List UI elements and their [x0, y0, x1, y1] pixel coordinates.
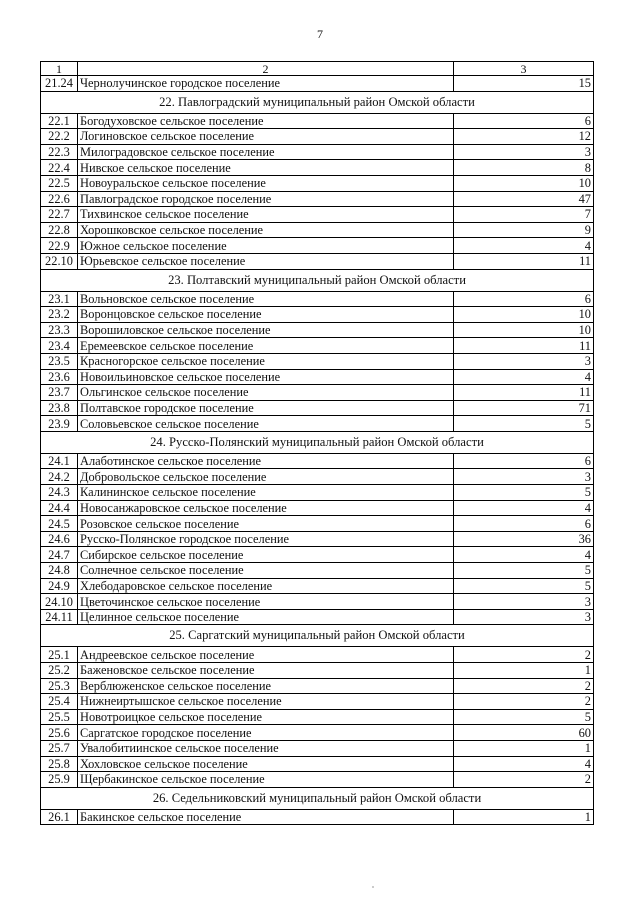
district-heading-row — [41, 625, 594, 647]
table-row — [41, 663, 594, 679]
settlement-name: Целинное сельское поселение — [78, 609, 454, 625]
row-number: 24.2 — [41, 469, 78, 485]
row-number: 23.5 — [41, 353, 78, 369]
table-row — [41, 756, 594, 772]
settlement-name: Хлебодаровское сельское поселение — [78, 578, 454, 594]
settlement-name: Ольгинское сельское поселение — [78, 385, 454, 401]
row-number: 25.2 — [41, 663, 78, 679]
table-row — [41, 531, 594, 547]
row-number: 22.5 — [41, 175, 78, 191]
row-number: 22.1 — [41, 113, 78, 129]
row-number: 25.8 — [41, 756, 78, 772]
settlement-name: Чернолучинское городское поселение — [78, 76, 454, 92]
table-row — [41, 129, 594, 145]
settlement-name: Сибирское сельское поселение — [78, 547, 454, 563]
row-value: 10 — [454, 322, 594, 338]
row-number: 22.8 — [41, 222, 78, 238]
row-number: 24.11 — [41, 609, 78, 625]
table-row — [41, 222, 594, 238]
table-row — [41, 547, 594, 563]
row-number: 23.9 — [41, 416, 78, 432]
table-row — [41, 485, 594, 501]
table-row — [41, 678, 594, 694]
table-row — [41, 500, 594, 516]
page-number: 7 — [317, 27, 323, 41]
row-value: 4 — [454, 369, 594, 385]
row-value: 3 — [454, 609, 594, 625]
row-value: 36 — [454, 531, 594, 547]
row-number: 23.3 — [41, 322, 78, 338]
table-row — [41, 385, 594, 401]
row-number: 24.8 — [41, 563, 78, 579]
settlement-name: Новоуральское сельское поселение — [78, 175, 454, 191]
row-number: 24.5 — [41, 516, 78, 532]
settlement-name: Калининское сельское поселение — [78, 485, 454, 501]
row-value: 5 — [454, 578, 594, 594]
header-col-2: 2 — [78, 62, 454, 76]
settlement-name: Тихвинское сельское поселение — [78, 207, 454, 223]
settlement-name: Саргатское городское поселение — [78, 725, 454, 741]
settlement-name: Воронцовское сельское поселение — [78, 307, 454, 323]
district-title: 24. Русско-Полянский муниципальный район Омской области — [41, 431, 594, 453]
settlement-name: Добровольское сельское поселение — [78, 469, 454, 485]
settlements-table — [40, 61, 594, 825]
row-value: 8 — [454, 160, 594, 176]
row-number: 24.10 — [41, 594, 78, 610]
settlement-name: Соловьевское сельское поселение — [78, 416, 454, 432]
table-row — [41, 694, 594, 710]
table-row — [41, 740, 594, 756]
table-row — [41, 400, 594, 416]
row-value: 5 — [454, 709, 594, 725]
row-value: 6 — [454, 113, 594, 129]
row-number: 22.4 — [41, 160, 78, 176]
row-value: 6 — [454, 453, 594, 469]
settlement-name: Хохловское сельское поселение — [78, 756, 454, 772]
table-row — [41, 594, 594, 610]
settlement-name: Хорошковское сельское поселение — [78, 222, 454, 238]
row-value: 7 — [454, 207, 594, 223]
row-number: 26.1 — [41, 809, 78, 825]
row-number: 23.6 — [41, 369, 78, 385]
table-row — [41, 76, 594, 92]
district-heading-row — [41, 269, 594, 291]
settlement-name: Цветочинское сельское поселение — [78, 594, 454, 610]
row-value: 4 — [454, 756, 594, 772]
row-value: 2 — [454, 772, 594, 788]
table-row — [41, 113, 594, 129]
settlement-name: Логиновское сельское поселение — [78, 129, 454, 145]
table-header-row — [41, 62, 594, 76]
row-value: 3 — [454, 353, 594, 369]
row-value: 4 — [454, 238, 594, 254]
row-value: 47 — [454, 191, 594, 207]
table-row — [41, 353, 594, 369]
settlement-name: Ворошиловское сельское поселение — [78, 322, 454, 338]
settlement-name: Андреевское сельское поселение — [78, 647, 454, 663]
settlement-name: Полтавское городское поселение — [78, 400, 454, 416]
row-number: 24.9 — [41, 578, 78, 594]
settlement-name: Баженовское сельское поселение — [78, 663, 454, 679]
settlement-name: Еремеевское сельское поселение — [78, 338, 454, 354]
table-row — [41, 563, 594, 579]
row-value: 11 — [454, 338, 594, 354]
row-value: 15 — [454, 76, 594, 92]
row-number: 23.4 — [41, 338, 78, 354]
row-number: 25.4 — [41, 694, 78, 710]
settlement-name: Бакинское сельское поселение — [78, 809, 454, 825]
table-row — [41, 191, 594, 207]
header-col-1: 1 — [41, 62, 78, 76]
row-value: 2 — [454, 678, 594, 694]
table-row — [41, 809, 594, 825]
table-row — [41, 516, 594, 532]
row-number: 23.7 — [41, 385, 78, 401]
row-value: 10 — [454, 307, 594, 323]
scan-speck — [372, 886, 374, 888]
table-row — [41, 238, 594, 254]
table-row — [41, 160, 594, 176]
row-number: 24.3 — [41, 485, 78, 501]
settlement-name: Розовское сельское поселение — [78, 516, 454, 532]
row-number: 25.7 — [41, 740, 78, 756]
settlement-name: Павлоградское городское поселение — [78, 191, 454, 207]
row-value: 9 — [454, 222, 594, 238]
district-heading-row — [41, 787, 594, 809]
settlement-name: Щербакинское сельское поселение — [78, 772, 454, 788]
row-number: 23.8 — [41, 400, 78, 416]
settlement-name: Милоградовское сельское поселение — [78, 144, 454, 160]
row-number: 22.9 — [41, 238, 78, 254]
table-row — [41, 253, 594, 269]
table-row — [41, 291, 594, 307]
settlements-table-body — [41, 62, 594, 825]
row-number: 22.6 — [41, 191, 78, 207]
district-title: 26. Седельниковский муниципальный район Омской области — [41, 787, 594, 809]
table-row — [41, 369, 594, 385]
row-number: 22.7 — [41, 207, 78, 223]
row-number: 24.1 — [41, 453, 78, 469]
row-value: 71 — [454, 400, 594, 416]
table-row — [41, 772, 594, 788]
settlement-name: Русско-Полянское городское поселение — [78, 531, 454, 547]
row-value: 3 — [454, 144, 594, 160]
district-heading-row — [41, 91, 594, 113]
table-row — [41, 322, 594, 338]
district-title: 25. Саргатский муниципальный район Омской области — [41, 625, 594, 647]
row-number: 23.1 — [41, 291, 78, 307]
row-value: 1 — [454, 809, 594, 825]
row-value: 4 — [454, 547, 594, 563]
row-value: 5 — [454, 485, 594, 501]
row-value: 6 — [454, 516, 594, 532]
row-number: 24.4 — [41, 500, 78, 516]
row-value: 5 — [454, 416, 594, 432]
table-row — [41, 469, 594, 485]
district-title: 23. Полтавский муниципальный район Омской области — [41, 269, 594, 291]
row-number: 25.3 — [41, 678, 78, 694]
settlement-name: Вольновское сельское поселение — [78, 291, 454, 307]
row-value: 12 — [454, 129, 594, 145]
settlement-name: Юрьевское сельское поселение — [78, 253, 454, 269]
table-row — [41, 609, 594, 625]
table-row — [41, 207, 594, 223]
settlement-name: Верблюженское сельское поселение — [78, 678, 454, 694]
table-row — [41, 725, 594, 741]
settlement-name: Нижнеиртышское сельское поселение — [78, 694, 454, 710]
row-number: 24.7 — [41, 547, 78, 563]
settlement-name: Солнечное сельское поселение — [78, 563, 454, 579]
table-row — [41, 578, 594, 594]
row-number: 22.2 — [41, 129, 78, 145]
row-value: 11 — [454, 253, 594, 269]
row-value: 3 — [454, 469, 594, 485]
settlement-name: Богодуховское сельское поселение — [78, 113, 454, 129]
row-number: 25.9 — [41, 772, 78, 788]
row-value: 6 — [454, 291, 594, 307]
row-value: 2 — [454, 647, 594, 663]
table-row — [41, 175, 594, 191]
row-value: 1 — [454, 663, 594, 679]
row-number: 22.3 — [41, 144, 78, 160]
row-value: 1 — [454, 740, 594, 756]
row-number: 23.2 — [41, 307, 78, 323]
settlement-name: Алаботинское сельское поселение — [78, 453, 454, 469]
table-row — [41, 144, 594, 160]
table-row — [41, 453, 594, 469]
table-row — [41, 307, 594, 323]
row-number: 21.24 — [41, 76, 78, 92]
row-value: 2 — [454, 694, 594, 710]
table-row — [41, 647, 594, 663]
header-col-3: 3 — [454, 62, 594, 76]
settlement-name: Красногорское сельское поселение — [78, 353, 454, 369]
row-value: 3 — [454, 594, 594, 610]
table-row — [41, 416, 594, 432]
row-number: 22.10 — [41, 253, 78, 269]
district-title: 22. Павлоградский муниципальный район Омской области — [41, 91, 594, 113]
row-value: 5 — [454, 563, 594, 579]
row-number: 25.5 — [41, 709, 78, 725]
row-value: 60 — [454, 725, 594, 741]
table-row — [41, 338, 594, 354]
settlement-name: Нивское сельское поселение — [78, 160, 454, 176]
district-heading-row — [41, 431, 594, 453]
settlement-name: Южное сельское поселение — [78, 238, 454, 254]
row-value: 10 — [454, 175, 594, 191]
settlement-name: Увалобитиинское сельское поселение — [78, 740, 454, 756]
row-number: 25.6 — [41, 725, 78, 741]
row-number: 24.6 — [41, 531, 78, 547]
row-value: 4 — [454, 500, 594, 516]
table-row — [41, 709, 594, 725]
row-value: 11 — [454, 385, 594, 401]
row-number: 25.1 — [41, 647, 78, 663]
settlement-name: Новоильиновское сельское поселение — [78, 369, 454, 385]
settlement-name: Новотроицкое сельское поселение — [78, 709, 454, 725]
settlement-name: Новосанжаровское сельское поселение — [78, 500, 454, 516]
